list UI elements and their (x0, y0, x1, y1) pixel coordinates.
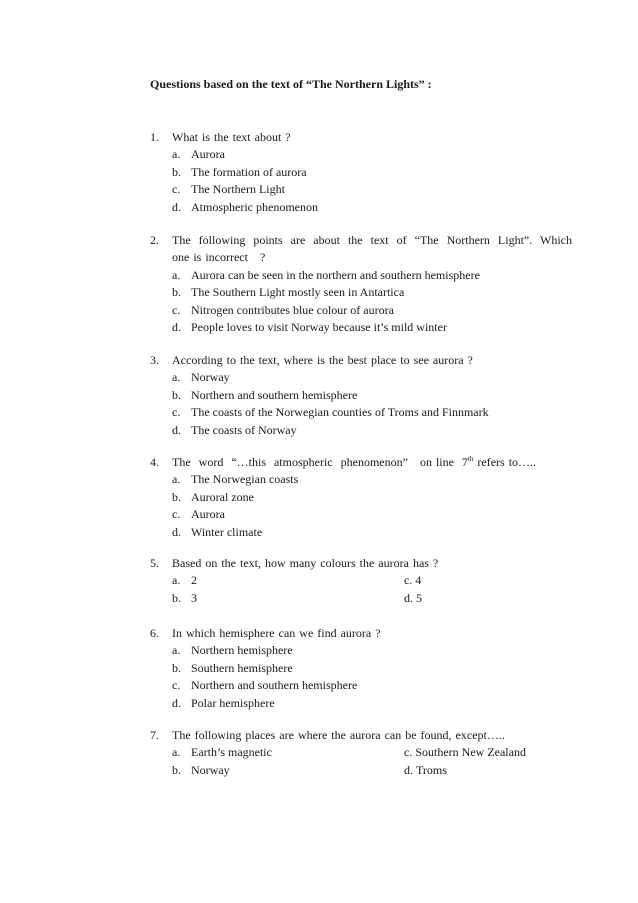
question-text: Based on the text, how many colours the aurora has ? (172, 556, 439, 570)
question-6 (150, 625, 570, 712)
option-row (172, 762, 570, 779)
option-item (172, 422, 570, 439)
option-text: Aurora can be seen in the northern and southern hemisphere (191, 267, 480, 282)
question-number: 2. (150, 233, 159, 247)
option-letter: b. (172, 660, 181, 675)
question-1 (150, 129, 570, 216)
question-text: The word “…this atmospheric phenomenon” on line 7th refers to….. (172, 455, 537, 469)
option-text: Aurora (191, 507, 225, 522)
option-text: 2 (191, 573, 197, 588)
option-text: Atmospheric phenomenon (191, 199, 318, 214)
option-item (172, 524, 570, 541)
option-text: Northern and southern hemisphere (191, 387, 358, 402)
question-text: According to the text, where is the best place to see aurora ? (172, 353, 473, 367)
option-letter: a. (172, 573, 181, 588)
option-text: 4 (415, 573, 422, 588)
option-letter: c. (172, 302, 181, 317)
option-letter: b. (172, 489, 181, 504)
option-row (172, 744, 570, 761)
option-item (172, 319, 570, 336)
option-text: The coasts of the Norwegian counties of Troms and Finnmark (191, 405, 489, 420)
option-item (172, 146, 570, 163)
option-letter: b. (172, 387, 181, 402)
option-letter: a. (172, 147, 181, 162)
option-item (172, 471, 570, 488)
superscript: th (467, 455, 474, 463)
option-text: 5 (416, 590, 422, 605)
option-letter: c. (172, 678, 181, 693)
question-text: What is the text about ? (172, 130, 291, 144)
option-text: The formation of aurora (191, 164, 307, 179)
option-row (172, 572, 570, 589)
question-text: In which hemisphere can we find aurora ? (172, 626, 381, 640)
option-item (172, 267, 570, 284)
question-number: 5. (150, 556, 159, 570)
option-row (172, 590, 570, 607)
option-item (172, 660, 570, 677)
question-number: 7. (150, 728, 159, 742)
option-item (172, 642, 570, 659)
option-letter: b. (172, 164, 181, 179)
option-text: Nitrogen contributes blue colour of aurora (191, 302, 394, 317)
page-title: Questions based on the text of “The Northern Lights” : (150, 77, 432, 91)
question-text: The following points are about the text of “The Northern Light”. Which (172, 233, 573, 247)
option-item (172, 284, 570, 301)
question-7 (150, 727, 570, 779)
option-text: The Northern Light (191, 182, 285, 197)
option-text: Southern New Zealand (415, 745, 526, 760)
option-letter: a. (172, 370, 181, 385)
option-letter: c. (404, 573, 413, 588)
option-item (172, 506, 570, 523)
option-letter: c. (172, 507, 181, 522)
question-2 (150, 232, 573, 336)
question-text-continued: one is incorrect ? (172, 250, 266, 265)
question-number: 3. (150, 353, 159, 367)
option-letter: a. (172, 643, 181, 658)
option-text: Aurora (191, 147, 225, 162)
option-text: Southern hemisphere (191, 660, 293, 675)
option-letter: d. (172, 320, 181, 335)
option-letter: c. (172, 405, 181, 420)
option-text: Northern and southern hemisphere (191, 678, 358, 693)
option-letter: d. (172, 524, 181, 539)
option-text: 3 (191, 590, 197, 605)
option-text: The Southern Light mostly seen in Antartica (191, 285, 405, 300)
option-letter: a. (172, 267, 181, 282)
question-number: 4. (150, 455, 159, 469)
option-item (172, 369, 570, 386)
option-letter: a. (172, 472, 181, 487)
question-number: 6. (150, 626, 159, 640)
option-text: Winter climate (191, 524, 263, 539)
option-letter: c. (172, 182, 181, 197)
option-item (172, 677, 570, 694)
option-letter: d. (172, 199, 181, 214)
option-letter: d. (404, 762, 413, 777)
question-4 (150, 454, 570, 541)
option-letter: b. (172, 762, 181, 777)
option-letter: d. (172, 695, 181, 710)
option-letter: b. (172, 285, 181, 300)
option-item (172, 695, 570, 712)
option-text: Auroral zone (191, 489, 254, 504)
option-item (172, 164, 570, 181)
question-text: The following places are where the aurora can be found, except….. (172, 728, 505, 742)
option-text: Norway (191, 370, 230, 385)
option-text: People loves to visit Norway because it’s mild winter (191, 320, 447, 335)
option-letter: d. (172, 422, 181, 437)
option-text: Norway (191, 762, 230, 777)
option-text: Troms (416, 762, 447, 777)
question-number: 1. (150, 130, 159, 144)
option-text: The Norwegian coasts (191, 472, 299, 487)
option-text: Northern hemisphere (191, 643, 293, 658)
option-item (172, 489, 570, 506)
option-letter: d. (404, 590, 413, 605)
option-item (172, 404, 570, 421)
option-text: The coasts of Norway (191, 422, 297, 437)
option-item (172, 302, 570, 319)
option-letter: b. (172, 590, 181, 605)
option-text: Polar hemisphere (191, 695, 275, 710)
option-item (172, 199, 570, 216)
option-text: Earth’s magnetic (191, 745, 272, 760)
option-letter: a. (172, 745, 181, 760)
option-item (172, 181, 570, 198)
option-letter: c. (404, 745, 413, 760)
question-3 (150, 352, 570, 439)
option-item (172, 387, 570, 404)
question-5 (150, 555, 570, 607)
